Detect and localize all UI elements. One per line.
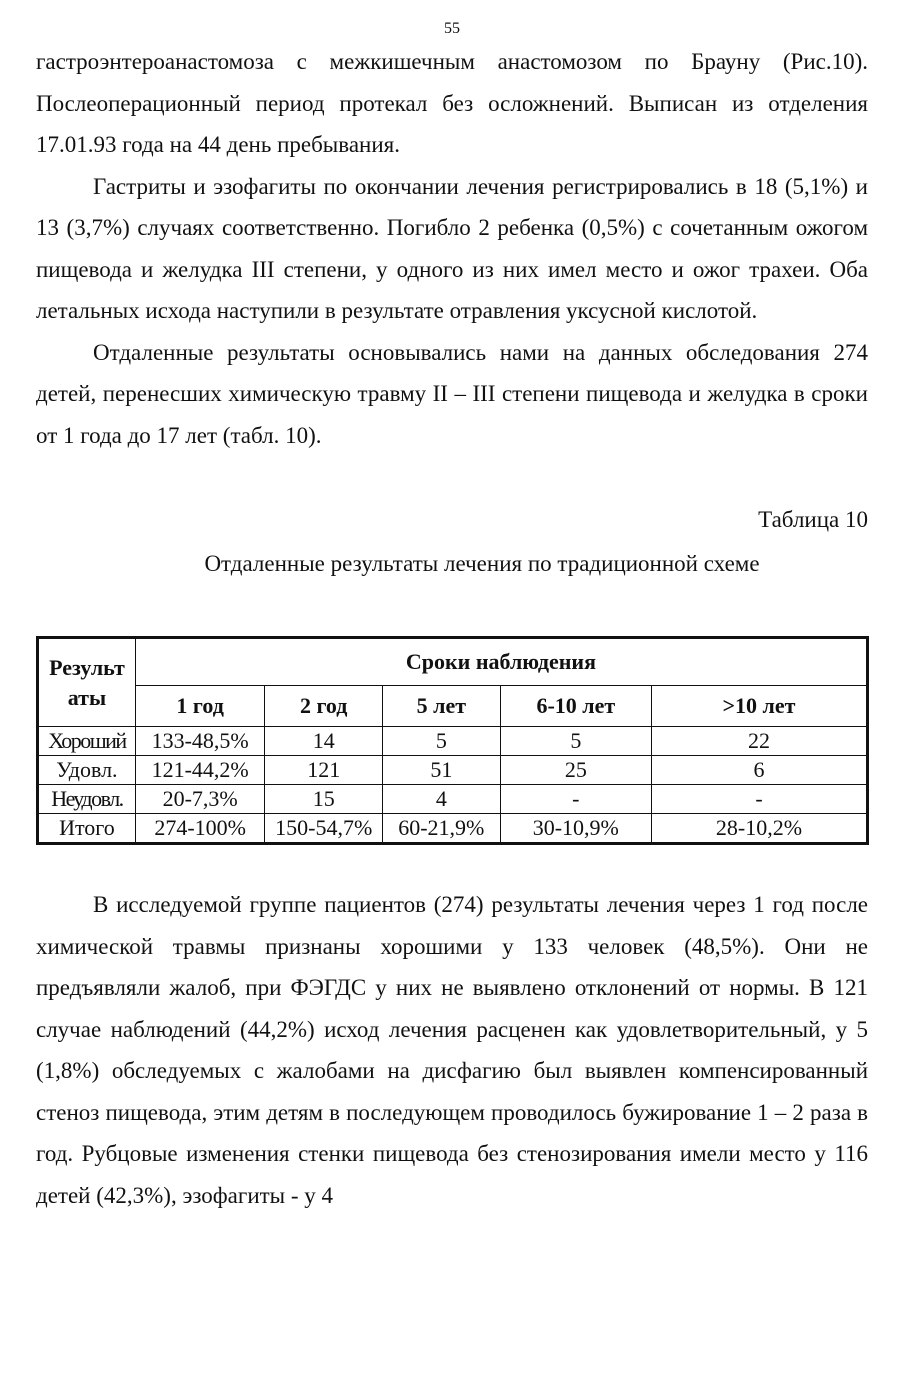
table-cell: 121 <box>265 756 383 785</box>
bottom-text-block <box>36 884 868 1216</box>
paragraph-study-group: В исследуемой группе пациентов (274) результаты лечения через 1 год после химической травмы признаны хорошими у 133 человек (48,5%). Они не предъявляли жалоб, при ФЭГДС у них не выявлено отклонений от нормы. В 121 случае наблюдений (44,2%) исход лечения расценен как удовлетворительный, у 5 (1,8%) обследуемых с жалобами на дисфагию был выявлен компенсированный стеноз пищевода, этим детям в последующем проводилось бужирование 1 – 2 раза в год. Рубцовые изменения стенки пищевода без стенозирования имели место у 116 детей (42,3%), эзофагиты - у 4 <box>36 892 868 1208</box>
table-cell: 20-7,3% <box>135 785 265 814</box>
table-row <box>38 756 868 785</box>
row-label: Итого <box>38 814 136 844</box>
table-cell: 30-10,9% <box>500 814 651 844</box>
table-row <box>38 727 868 756</box>
table-cell: 22 <box>652 727 868 756</box>
table-cell: 51 <box>383 756 501 785</box>
row-label: Удовл. <box>38 756 136 785</box>
table-cell: 121-44,2% <box>135 756 265 785</box>
row-label: Хороший <box>38 727 136 756</box>
table-row <box>38 785 868 814</box>
top-text-block <box>36 41 868 456</box>
table-cell: - <box>500 785 651 814</box>
column-header: 6-10 лет <box>500 686 651 727</box>
table-row <box>38 814 868 844</box>
table-cell: 6 <box>652 756 868 785</box>
page-number: 55 <box>444 20 460 37</box>
column-header: >10 лет <box>652 686 868 727</box>
results-table <box>36 636 869 845</box>
table-cell: 4 <box>383 785 501 814</box>
table-cell: 5 <box>383 727 501 756</box>
table-cell: 150-54,7% <box>265 814 383 844</box>
table-cell: 14 <box>265 727 383 756</box>
paragraph-remote-results: Отдаленные результаты основывались нами на данных обследования 274 детей, перенесших химическую травму II – III степени пищевода и желудка в сроки от 1 года до 17 лет (табл. 10). <box>36 339 868 448</box>
paragraph-continued: гастроэнтероанастомоза с межкишечным анастомозом по Брауну (Рис.10). Послеоперационный период протекал без осложнений. Выписан из отделения 17.01.93 года на 44 день пребывания. <box>36 49 868 157</box>
table-cell: 28-10,2% <box>652 814 868 844</box>
table-cell: 60-21,9% <box>383 814 501 844</box>
column-header: 1 год <box>135 686 265 727</box>
paragraph-gastritis: Гастриты и эзофагиты по окончании лечения регистрировались в 18 (5,1%) и 13 (3,7%) случаях соответственно. Погибло 2 ребенка (0,5%) с сочетанным ожогом пищевода и желудка III степени, у одного из них имел место и ожог трахеи. Оба летальных исхода наступили в результате отравления уксусной кислотой. <box>36 173 868 323</box>
table-label: Таблица 10 <box>758 507 868 532</box>
table-cell: 15 <box>265 785 383 814</box>
column-header: 5 лет <box>383 686 501 727</box>
corner-header <box>38 638 136 727</box>
table-title: Отдаленные результаты лечения по традиционной схеме <box>204 551 760 576</box>
column-header: 2 год <box>265 686 383 727</box>
table-cell: - <box>652 785 868 814</box>
table-cell: 274-100% <box>135 814 265 844</box>
table-cell: 5 <box>500 727 651 756</box>
group-header: Сроки наблюдения <box>135 638 867 686</box>
table-cell: 25 <box>500 756 651 785</box>
corner-header-line1: Результ <box>49 654 125 680</box>
row-label: Неудовл. <box>38 785 136 814</box>
table-cell: 133-48,5% <box>135 727 265 756</box>
corner-header-line2: аты <box>67 684 107 710</box>
